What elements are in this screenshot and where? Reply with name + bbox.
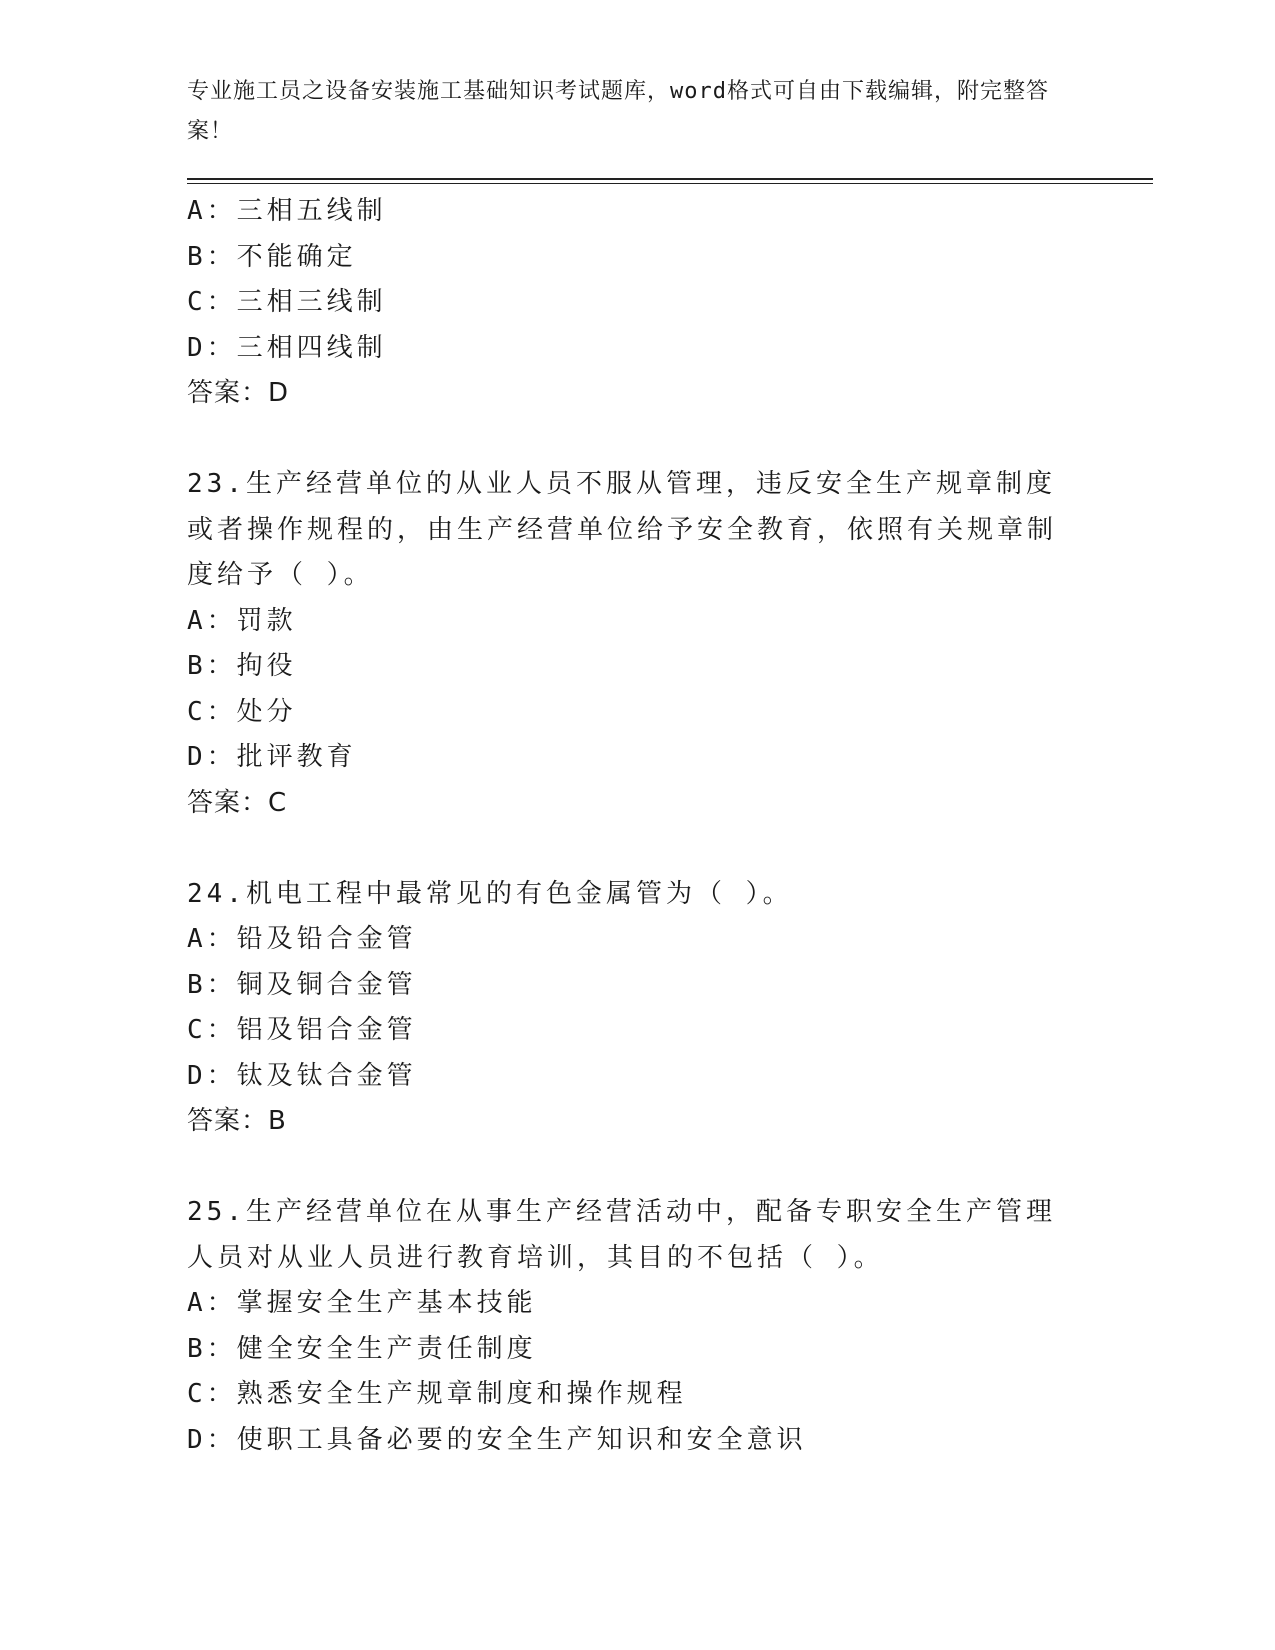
question-list: [187, 189, 1087, 1463]
option-d: D：使职工具备必要的安全生产知识和安全意识: [187, 1424, 807, 1455]
option-c: C：处分: [187, 696, 297, 727]
option-a: A：罚款: [187, 605, 297, 636]
answer-line: 答案：B: [187, 1106, 287, 1136]
question-22: [187, 189, 1087, 417]
option-c: C：三相三线制: [187, 287, 387, 317]
spacer: [187, 826, 1087, 872]
answer-line: 答案：D: [187, 378, 290, 408]
option-c: C：铝及铝合金管: [187, 1015, 417, 1045]
question-23: [187, 462, 1087, 826]
question-stem: 23.生产经营单位的从业人员不服从管理，违反安全生产规章制度或者操作规程的，由生产经营单位给予安全教育，依照有关规章制度给予（ ）。: [187, 469, 1058, 590]
question-24: [187, 872, 1087, 1145]
header-divider-thick: [187, 178, 1153, 180]
question-stem: 24.机电工程中最常见的有色金属管为（ ）。: [187, 878, 793, 909]
option-d: D：钛及钛合金管: [187, 1060, 417, 1091]
spacer: [187, 417, 1087, 463]
option-a: A：掌握安全生产基本技能: [187, 1288, 537, 1318]
option-b: B：拘役: [187, 651, 297, 681]
option-d: D：三相四线制: [187, 332, 387, 363]
option-b: B：不能确定: [187, 241, 357, 272]
option-c: C：熟悉安全生产规章制度和操作规程: [187, 1379, 687, 1409]
spacer: [187, 1145, 1087, 1191]
document-header: 专业施工员之设备安装施工基础知识考试题库，word格式可自由下载编辑，附完整答案！: [187, 79, 1049, 144]
option-b: B：健全安全生产责任制度: [187, 1333, 537, 1364]
answer-line: 答案：C: [187, 787, 288, 818]
header-divider-thin: [187, 183, 1153, 184]
question-stem: 25.生产经营单位在从事生产经营活动中，配备专职安全生产管理人员对从业人员进行教育培训，其目的不包括（ ）。: [187, 1197, 1056, 1273]
option-a: A：铅及铅合金管: [187, 924, 417, 954]
option-d: D：批评教育: [187, 742, 357, 772]
option-a: A：三相五线制: [187, 196, 387, 226]
question-25: [187, 1190, 1087, 1463]
option-b: B：铜及铜合金管: [187, 969, 417, 1000]
